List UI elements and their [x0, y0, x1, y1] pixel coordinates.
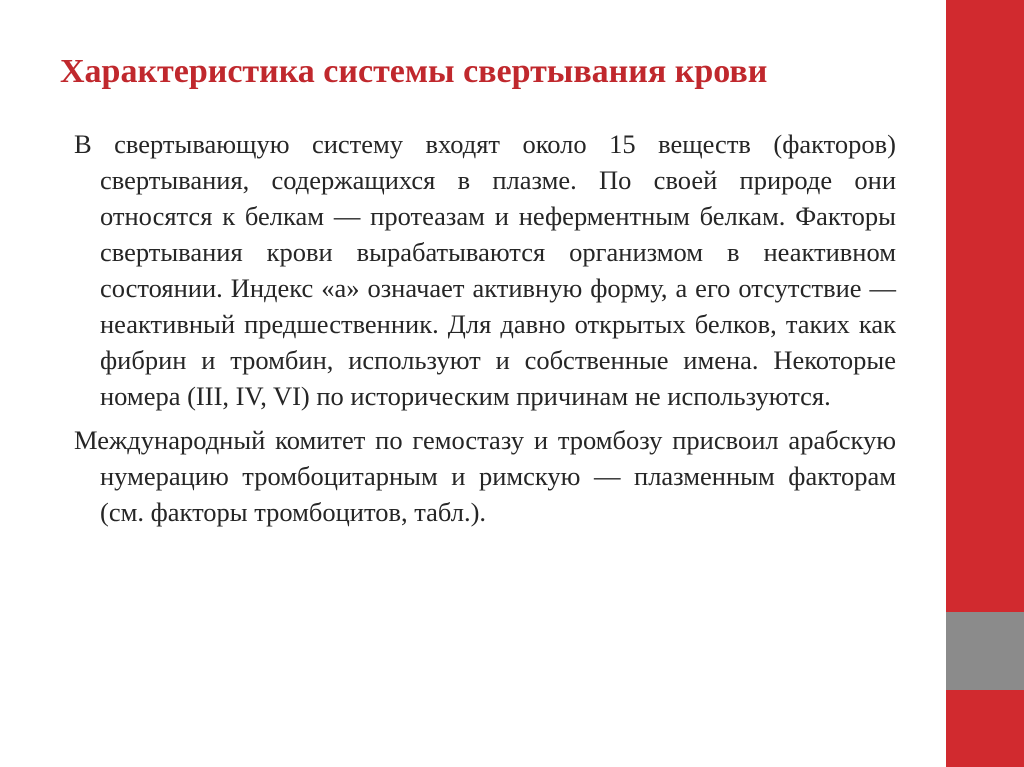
paragraph-coagulation-factors: В свертывающую систему входят около 15 веществ (факторов) свертывания, содержащихся в плазме. По своей природе они относятся к белкам — протеазам и неферментным белкам. Факторы свертывания крови вырабатываются организмом в неактивном состоянии. Индекс «a» означает активную форму, а его отсутствие — неактивный предшественник. Для давно открытых белков, таких как фибрин и тромбин, используют и собственные имена. Некоторые номера (III, IV, VI) по историческим причинам не используются. [74, 129, 896, 411]
slide-body [74, 126, 896, 538]
paragraph-numbering-committee: Международный комитет по гемостазу и тромбозу присвоил арабскую нумерацию тромбоцитарным и римскую — плазменным факторам (см. факторы тромбоцитов, табл.). [74, 425, 896, 527]
sidebar-red-band-bottom [946, 690, 1024, 767]
slide-title: Характеристика системы свертывания крови [60, 53, 768, 90]
sidebar-gray-band [946, 612, 1024, 690]
decorative-sidebar [946, 0, 1024, 767]
sidebar-red-band-top [946, 0, 1024, 612]
